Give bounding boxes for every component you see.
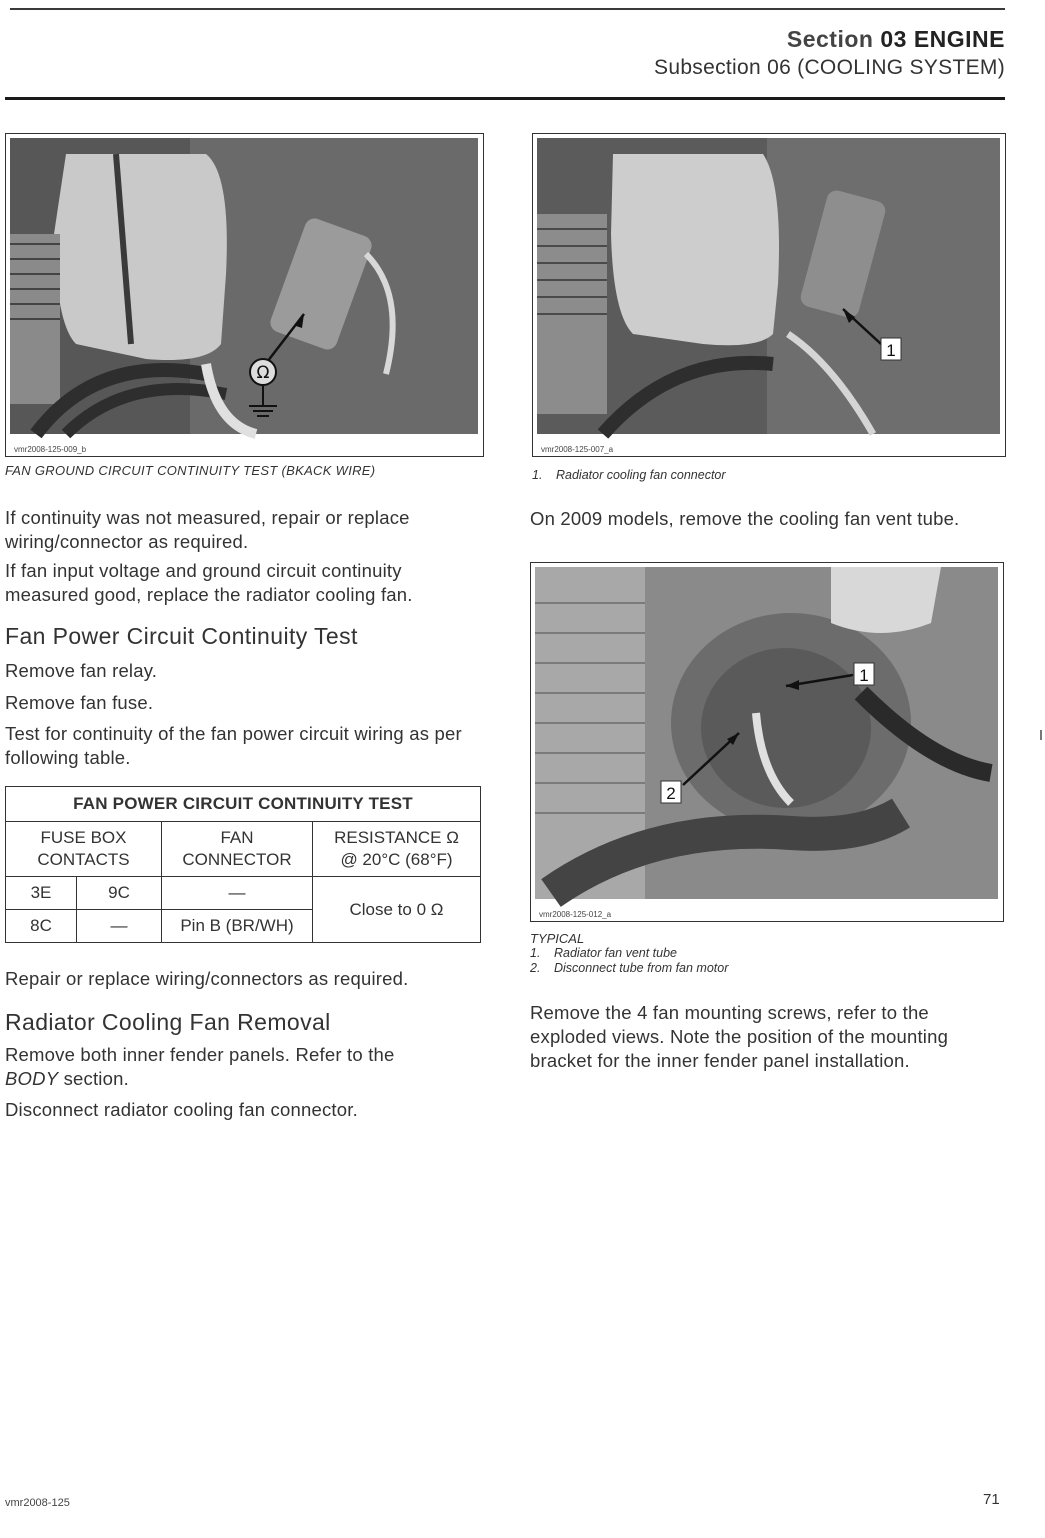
paragraph: Disconnect radiator cooling fan connector. — [5, 1099, 358, 1120]
legend-title: TYPICAL — [530, 931, 585, 946]
paragraph: If fan input voltage and ground circuit continuity measured good, replace the radiator cooling fan. — [5, 560, 413, 605]
table-cell: Pin B (BR/WH) — [162, 910, 313, 943]
header-rule — [5, 97, 1005, 100]
figure-ref: vmr2008-125-009_b — [14, 445, 87, 454]
paragraph: Remove fan fuse. — [5, 692, 154, 713]
subsection-title: Subsection 06 (COOLING SYSTEM) — [654, 56, 1005, 79]
figure-legend — [530, 931, 728, 976]
callout-1: 1 — [886, 341, 896, 360]
table-cell: — — [77, 910, 162, 943]
table-cell: 9C — [77, 877, 162, 910]
top-rule — [10, 8, 1005, 10]
table-cell: — — [162, 877, 313, 910]
table-row — [6, 877, 481, 910]
figure-ref: vmr2008-125-007_a — [541, 445, 614, 454]
table-cell-resistance: Close to 0 Ω — [313, 877, 481, 943]
paragraph: Remove fan relay. — [5, 660, 158, 681]
page-number: 71 — [983, 1491, 1000, 1508]
heading-fan-power-test: Fan Power Circuit Continuity Test — [5, 623, 358, 649]
heading-fan-removal: Radiator Cooling Fan Removal — [5, 1009, 331, 1035]
legend-item: 1. Radiator fan vent tube — [530, 946, 677, 960]
callout-1: 1 — [859, 666, 869, 685]
section-title: Section 03 ENGINE — [786, 26, 1005, 52]
paragraph: Remove the 4 fan mounting screws, refer to the exploded views. Note the position of the mounting bracket for the inner fender panel installation. — [530, 1002, 949, 1071]
continuity-table — [5, 786, 481, 943]
figure-ref: vmr2008-125-012_a — [539, 910, 612, 919]
ohm-symbol: Ω — [256, 363, 270, 383]
figure-caption: FAN GROUND CIRCUIT CONTINUITY TEST (BKACK WIRE) — [5, 463, 376, 478]
figure-vent-tube-photo — [530, 562, 1004, 922]
table-title: FAN POWER CIRCUIT CONTINUITY TEST — [6, 787, 481, 822]
paragraph: On 2009 models, remove the cooling fan vent tube. — [530, 508, 960, 529]
figure-ground-test-photo — [5, 133, 484, 457]
table-header-fan-connector: FAN CONNECTOR — [162, 822, 313, 877]
legend-item: 1. Radiator cooling fan connector — [532, 468, 726, 482]
callout-2: 2 — [666, 784, 676, 803]
figure-connector-photo — [532, 133, 1006, 457]
paragraph: Repair or replace wiring/connectors as required. — [5, 968, 409, 989]
paragraph: Test for continuity of the fan power circuit wiring as per following table. — [5, 723, 462, 768]
footer-doc-id: vmr2008-125 — [5, 1497, 70, 1509]
legend-item: 2. Disconnect tube from fan motor — [530, 961, 729, 975]
margin-mark — [1040, 730, 1042, 740]
table-header-fuse-box: FUSE BOX CONTACTS — [6, 822, 162, 877]
table-header-resistance: RESISTANCE Ω @ 20°C (68°F) — [313, 822, 481, 877]
paragraph: If continuity was not measured, repair or replace wiring/connector as required. — [5, 507, 410, 552]
figure-legend — [532, 468, 726, 483]
table-cell: 3E — [6, 877, 77, 910]
paragraph: Remove both inner fender panels. Refer to the BODY section. — [5, 1044, 395, 1089]
table-cell: 8C — [6, 910, 77, 943]
